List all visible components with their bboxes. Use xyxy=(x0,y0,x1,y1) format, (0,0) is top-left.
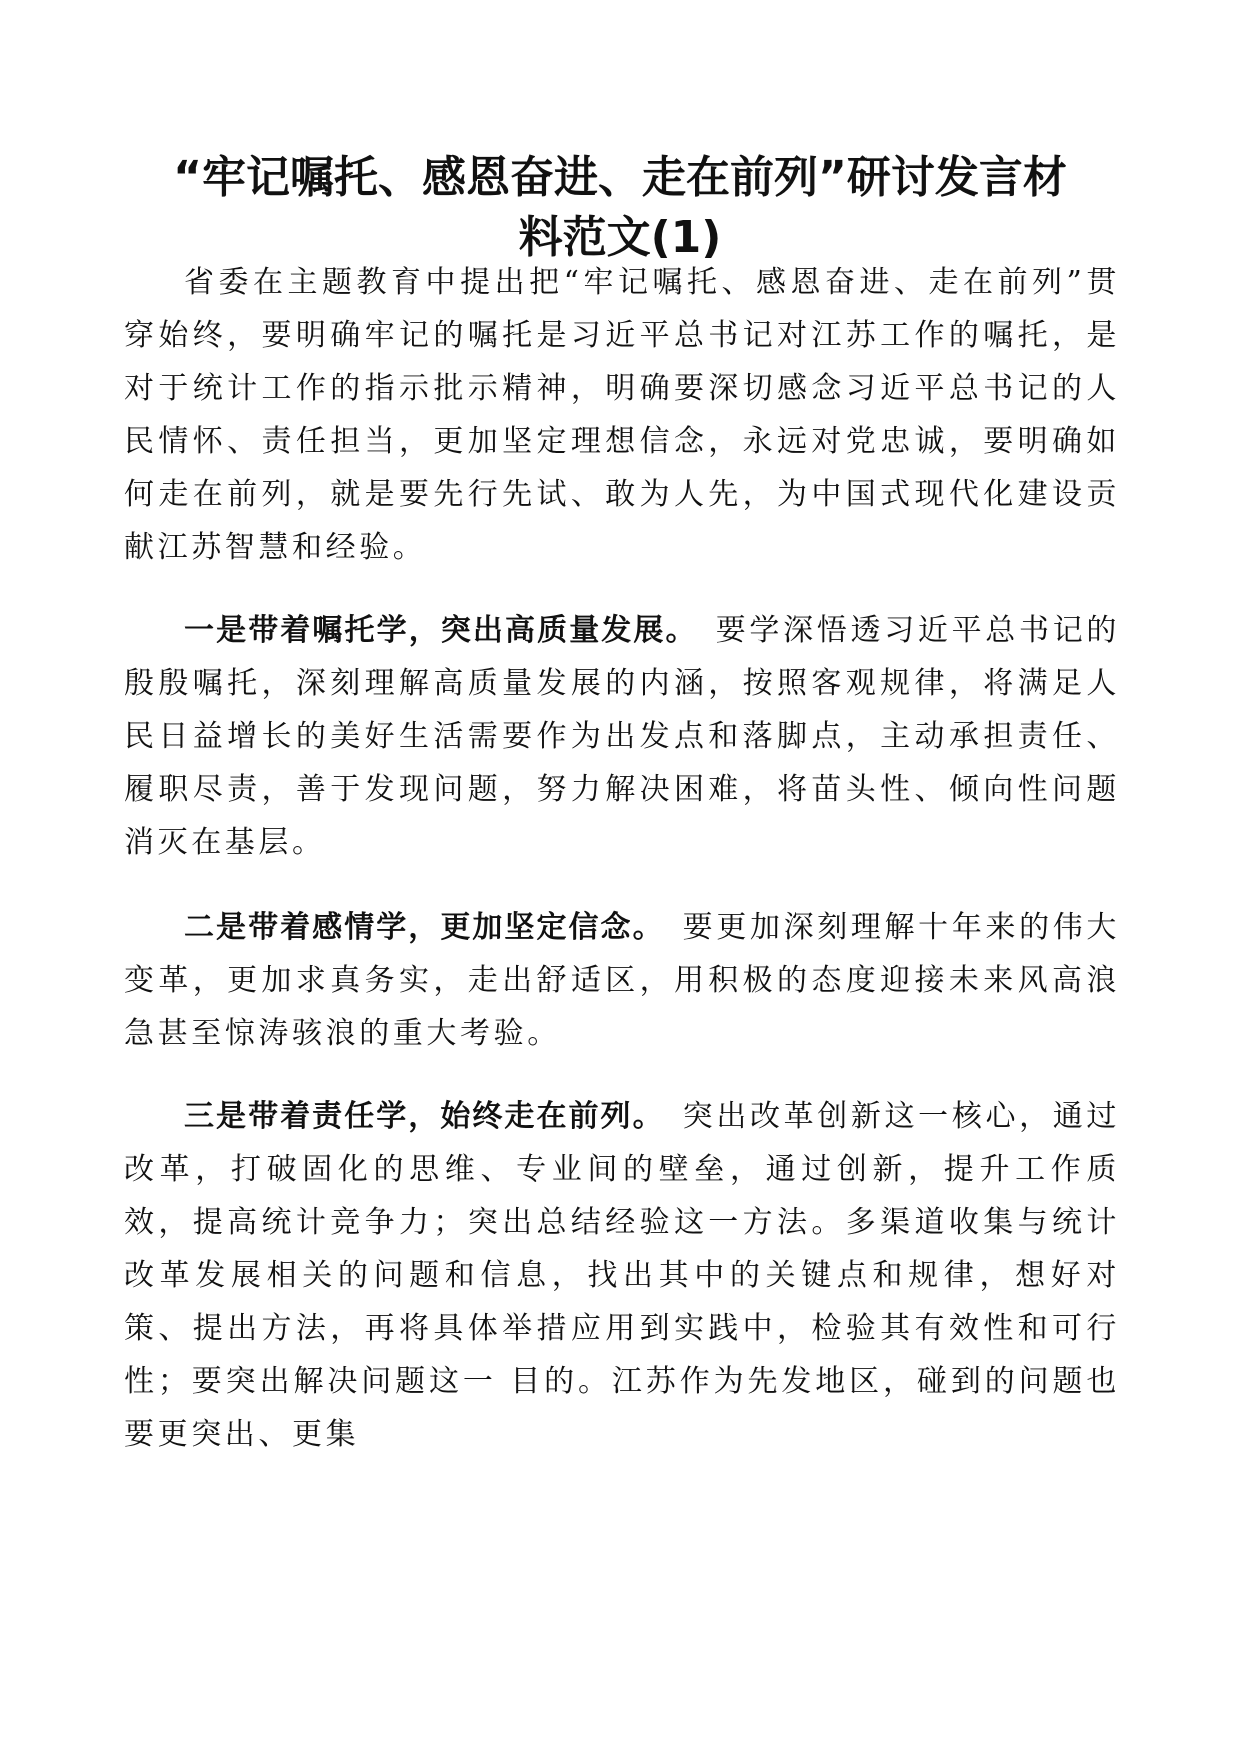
section-text-2: 要更加深刻理解十年来的伟大变革，更加求真务实，走出舒适区，用积极的态度迎接未来风高浪急甚至惊涛骇浪的重大考验。 xyxy=(124,910,1120,1051)
section-lead-3: 三是带着责任学，始终走在前列。 xyxy=(184,1099,665,1134)
section-text-3: 突出改革创新这一核心，通过改革，打破固化的思维、专业间的壁垒，通过创新，提升工作质效，提高统计竞争力；突出总结经验这一方法。多渠道收集与统计改革发展相关的问题和信息，找出其中的关键点和规律，想好对策、提出方法，再将具体举措应用到实践中，检验其有效性和可行性；要突出解决问题这一 目的。江苏作为先发地区，碰到的问题也要更突出、更集 xyxy=(124,1099,1120,1452)
title-line-2: 料范文(1) xyxy=(518,212,722,263)
section-text-1: 要学深悟透习近平总书记的殷殷嘱托，深刻理解高质量发展的内涵，按照客观规律，将满足人民日益增长的美好生活需要作为出发点和落脚点，主动承担责任、履职尽责，善于发现问题，努力解决困难，将苗头性、倾向性问题消灭在基层。 xyxy=(124,613,1121,860)
title-line-1: “牢记嘱托、感恩奋进、走在前列”研讨发言材 xyxy=(173,152,1067,203)
section-lead-1: 一是带着嘱托学，突出高质量发展。 xyxy=(184,613,698,648)
section-paragraph-1 xyxy=(124,604,1120,869)
document-title xyxy=(150,148,1090,268)
section-paragraph-3 xyxy=(124,1090,1120,1461)
section-lead-2: 二是带着感情学，更加坚定信念。 xyxy=(184,910,665,945)
section-paragraph-2 xyxy=(124,901,1120,1060)
intro-paragraph: 省委在主题教育中提出把“牢记嘱托、感恩奋进、走在前列”贯穿始终，要明确牢记的嘱托是习近平总书记对江苏工作的嘱托，是对于统计工作的指示批示精神，明确要深切感念习近平总书记的人民情怀、责任担当，更加坚定理想信念，永远对党忠诚，要明确如何走在前列，就是要先行先试、敢为人先，为中国式现代化建设贡献江苏智慧和经验。 xyxy=(124,265,1120,565)
